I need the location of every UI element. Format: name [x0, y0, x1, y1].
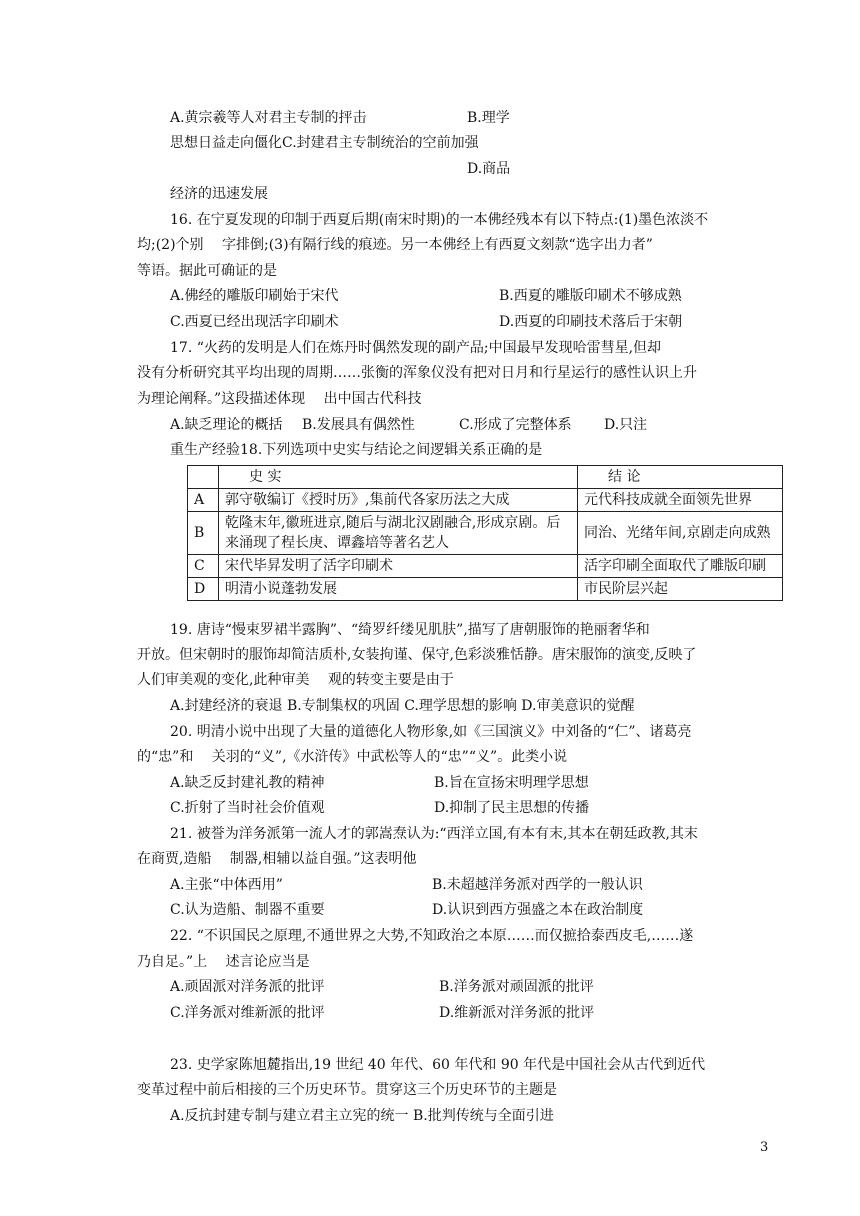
q20-stem-2: 的“忠”和 关羽的“义”,《水浒传》中武松等人的“忠”“义”。此类小说 — [137, 749, 568, 765]
table-row — [188, 512, 783, 555]
q21-option-b: B.未超越洋务派对西学的一般认识 — [432, 877, 643, 893]
q22-option-b: B.洋务派对顽固派的批评 — [439, 979, 594, 995]
q17-option-c: C.形成了完整体系 — [459, 417, 572, 433]
q22-stem-1: 22. “不识国民之原理,不通世界之大势,不知政治之本原……而仅摭拾泰西皮毛,……遂 — [170, 928, 694, 944]
q21-stem-1: 21. 被誉为洋务派第一流人才的郭嵩焘认为:“西洋立国,有本有末,其本在朝廷政教,其末 — [170, 826, 698, 842]
q17-stem-3: 为理论阐释。”这段描述体现 出中国古代科技 — [137, 391, 422, 407]
q15-line-2: 思想日益走向僵化C.封建君主专制统治的空前加强 — [170, 135, 479, 151]
q17-stem-1: 17. “火药的发明是人们在炼丹时偶然发现的副产品;中国最早发现哈雷彗星,但却 — [170, 340, 662, 356]
row-fact: 宋代毕昇发明了活字印刷术 — [219, 555, 578, 578]
q20-stem-1: 20. 明清小说中出现了大量的道德化人物形象,如《三国演义》中刘备的“仁”、诸葛亮 — [170, 724, 692, 740]
q20-option-b: B.旨在宣扬宋明理学思想 — [434, 775, 589, 791]
table-header-fact: 史 实 — [219, 466, 578, 489]
q20-option-c: C.折射了当时社会价值观 — [170, 800, 325, 816]
row-conclusion: 活字印刷全面取代了雕版印刷 — [578, 555, 783, 578]
q19-stem-3: 人们审美观的变化,此种审美 观的转变主要是由于 — [137, 672, 454, 688]
q17-option-b: B.发展具有偶然性 — [302, 417, 415, 433]
q15-line-4: 经济的迅速发展 — [170, 186, 268, 202]
q16-option-a: A.佛经的雕版印刷始于宋代 — [170, 288, 339, 304]
q23-stem-2: 变革过程中前后相接的三个历史环节。贯穿这三个历史环节的主题是 — [137, 1082, 557, 1098]
row-fact: 郭守敬编订《授时历》,集前代各家历法之大成 — [219, 489, 578, 512]
q17-stem-2: 没有分析研究其平均出现的周期……张衡的浑象仪没有把对日月和行星运行的感性认识上升 — [137, 365, 697, 381]
q21-option-d: D.认识到西方强盛之本在政治制度 — [432, 902, 644, 918]
q16-stem-1: 16. 在宁夏发现的印制于西夏后期(南宋时期)的一本佛经残本有以下特点:(1)墨色浓淡不 — [170, 212, 709, 228]
row-fact: 乾隆末年,徽班进京,随后与湖北汉剧融合,形成京剧。后来涌现了程长庚、谭鑫培等著名艺人 — [219, 512, 578, 555]
q16-stem-2: 均;(2)个别 字排倒;(3)有隔行线的痕迹。另一本佛经上有西夏文刻款“选字出力者” — [137, 237, 653, 253]
q20-option-a: A.缺乏反封建礼教的精神 — [170, 775, 325, 791]
q17-option-d: D.只注 — [604, 417, 648, 433]
q21-option-a: A.主张“中体西用” — [170, 877, 283, 893]
row-key: B — [188, 512, 219, 555]
q23-stem-1: 23. 史学家陈旭麓指出,19 世纪 40 年代、60 年代和 90 年代是中国社会从古代到近代 — [170, 1057, 706, 1073]
q22-option-c: C.洋务派对维新派的批评 — [170, 1005, 325, 1021]
row-key: C — [188, 555, 219, 578]
table-row — [188, 489, 783, 512]
row-key: D — [188, 578, 219, 601]
q23-options: A.反抗封建专制与建立君主立宪的统一 B.批判传统与全面引进 — [170, 1108, 554, 1124]
q21-option-c: C.认为造船、制器不重要 — [170, 902, 325, 918]
table-header-key — [188, 466, 219, 489]
q16-stem-3: 等语。据此可确证的是 — [137, 263, 277, 279]
q16-option-d: D.西夏的印刷技术落后于宋朝 — [499, 314, 683, 330]
row-fact: 明清小说蓬勃发展 — [219, 578, 578, 601]
table-row — [188, 555, 783, 578]
table-row — [188, 578, 783, 601]
page-number: 3 — [760, 1140, 769, 1155]
table-header-row — [188, 466, 783, 489]
q22-option-d: D.维新派对洋务派的批评 — [439, 1005, 595, 1021]
q16-option-b: B.西夏的雕版印刷术不够成熟 — [499, 288, 682, 304]
row-key: A — [188, 489, 219, 512]
row-conclusion: 元代科技成就全面领先世界 — [578, 489, 783, 512]
q18-table — [187, 465, 783, 601]
q15-option-b: B.理学 — [467, 110, 510, 126]
q19-stem-2: 开放。但宋朝时的服饰却简洁质朴,女装拘谨、保守,色彩淡雅恬静。唐宋服饰的演变,反映了 — [137, 647, 697, 663]
q19-options: A.封建经济的衰退 B.专制集权的巩固 C.理学思想的影响 D.审美意识的觉醒 — [170, 698, 635, 714]
q22-option-a: A.顽固派对洋务派的批评 — [170, 979, 325, 995]
table-header-conclusion: 结 论 — [578, 466, 783, 489]
q20-option-d: D.抑制了民主思想的传播 — [434, 800, 590, 816]
q19-stem-1: 19. 唐诗“慢束罗裙半露胸”、“绮罗纤缕见肌肤”,描写了唐朝服饰的艳丽奢华和 — [170, 622, 650, 638]
q17-option-d-continuation: 重生产经验18.下列选项中史实与结论之间逻辑关系正确的是 — [170, 442, 543, 458]
q15-option-d: D.商品 — [467, 161, 511, 177]
q16-option-c: C.西夏已经出现活字印刷术 — [170, 314, 339, 330]
row-conclusion: 市民阶层兴起 — [578, 578, 783, 601]
q22-stem-2: 乃自足。”上 述言论应当是 — [137, 954, 310, 970]
row-conclusion: 同治、光绪年间,京剧走向成熟 — [578, 512, 783, 555]
q21-stem-2: 在商贾,造船 制器,相辅以益自强。”这表明他 — [137, 851, 417, 867]
q17-option-a: A.缺乏理论的概括 — [170, 417, 283, 433]
q15-option-a: A.黄宗羲等人对君主专制的抨击 — [170, 110, 367, 126]
